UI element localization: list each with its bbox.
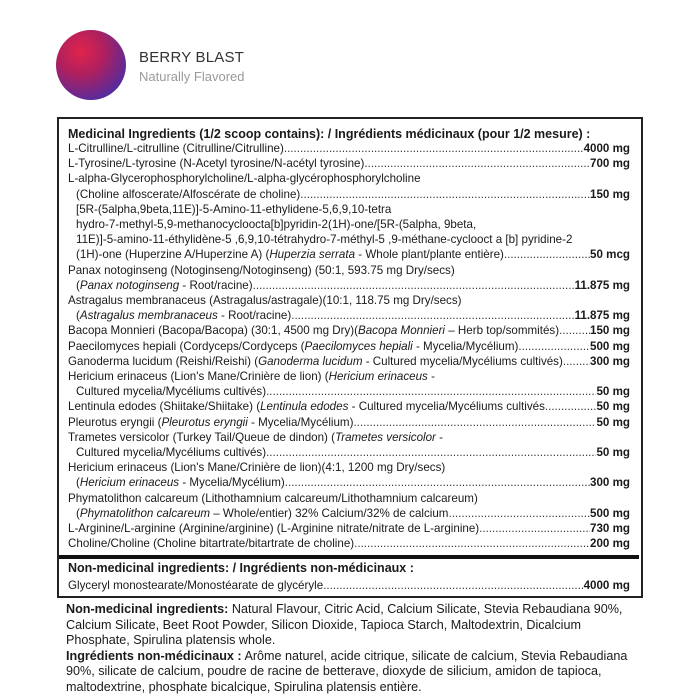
ingredient-row <box>68 323 630 338</box>
leader-dots <box>266 384 596 399</box>
ingredient-amount: 50 mg <box>596 385 630 399</box>
ingredient-row <box>68 399 630 414</box>
ingredient-row <box>68 263 630 278</box>
ingredient-row <box>68 308 630 323</box>
leader-dots <box>563 354 590 369</box>
ingredient-text: Trametes versicolor (Turkey Tail/Queue de dindon) (Trametes versicolor - <box>68 430 444 444</box>
ingredient-amount: 4000 mg <box>583 142 630 155</box>
footer-english-label: Non-medicinal ingredients: <box>66 602 229 616</box>
latin-name: Bacopa Monnieri <box>358 324 446 338</box>
ingredient-text: Bacopa Monnieri (Bacopa/Bacopa) (30:1, 4500 mg Dry)(Bacopa Monnieri – Herb top/sommités) <box>68 324 560 338</box>
ingredient-row <box>68 354 630 369</box>
latin-name: Hericium erinaceus <box>328 370 428 384</box>
footer-french-label: Ingrédients non-médicinaux : <box>66 648 242 663</box>
ingredient-row <box>68 293 630 308</box>
ingredients-panel <box>57 117 643 598</box>
medicinal-heading: Medicinal Ingredients (1/2 scoop contains): / Ingrédients médicinaux (pour 1/2 mesure) : <box>68 127 591 141</box>
ingredient-row <box>68 247 630 262</box>
ingredient-row <box>68 369 630 384</box>
non-medicinal-text: Glyceryl monostearate/Monostéarate de glycéryle <box>68 579 324 593</box>
ingredient-row <box>68 506 630 521</box>
ingredient-text: L-Citrulline/L-citrulline (Citrulline/Citrulline) <box>68 142 284 155</box>
flavor-name: BERRY BLAST <box>139 49 245 66</box>
ingredient-amount: 50 mg <box>596 446 630 460</box>
ingredient-text: 11E)]-5-amino-11-éthylidène-5 ,6,9,10-tétrahydro-7-méthyl-5 ,9-méthane-cyclooct a [b] pyridine-2 <box>76 233 573 247</box>
ingredient-text: Astragalus membranaceus (Astragalus/astragale)(10:1, 118.75 mg Dry/secs) <box>68 294 462 308</box>
ingredient-text: Ganoderma lucidum (Reishi/Reishi) (Ganoderma lucidum - Cultured mycelia/Mycéliums cultivés) <box>68 354 563 368</box>
footer-text <box>66 602 646 696</box>
latin-name: Ganoderma lucidum <box>258 354 363 368</box>
ingredient-text: hydro-7-methyl-5,9-methanocycloocta[b]pyridin-2(1H)-one/[5R-(5alpha, 9beta, <box>76 218 477 232</box>
ingredient-text: Cultured mycelia/Mycéliums cultivés) <box>76 446 267 460</box>
leader-dots <box>266 445 596 460</box>
ingredient-text: (Phymatolithon calcareum – Whole/entier) 32% Calcium/32% de calcium <box>76 506 449 520</box>
ingredient-amount: 200 mg <box>590 537 630 551</box>
ingredient-text: Phymatolithon calcareum (Lithothamnium calcareum/Lithothamnium calcareum) <box>68 491 478 505</box>
ingredient-text: Cultured mycelia/Mycéliums cultivés) <box>76 385 267 399</box>
leader-dots <box>545 399 597 414</box>
ingredient-text: [5R-(5alpha,9beta,11E)]-5-Amino-11-ethylidene-5,6,9,10-tetra <box>76 202 392 216</box>
ingredient-row <box>68 475 630 490</box>
footer-french-text: Arôme naturel, acide citrique, silicate de calcium, Stevia Rebaudiana 90%, silicate de calcium, poudre de racine de betterave, dioxyde de silicium, amidon de tapioca, maltodextrine, phosphate bicalcique, Spirulina platensis entière. <box>66 648 628 694</box>
leader-dots <box>284 141 584 156</box>
leader-dots <box>253 278 575 293</box>
ingredient-row <box>68 232 630 247</box>
ingredient-amount: 150 mg <box>590 324 630 338</box>
ingredient-amount: 500 mg <box>590 506 630 520</box>
ingredient-row <box>68 339 630 354</box>
leader-dots <box>291 308 574 323</box>
ingredient-row <box>68 491 630 506</box>
ingredient-text: Panax notoginseng (Notoginseng/Notoginseng) (50:1, 593.75 mg Dry/secs) <box>68 263 455 277</box>
ingredient-row <box>68 141 630 156</box>
latin-name: Pleurotus eryngii <box>161 415 248 429</box>
leader-dots <box>354 536 590 551</box>
leader-dots <box>559 323 590 338</box>
ingredient-text: (Panax notoginseng - Root/racine) <box>76 278 253 292</box>
ingredient-amount: 700 mg <box>590 157 630 171</box>
ingredient-text: Choline/Choline (Choline bitartrate/bitartrate de choline) <box>68 537 355 551</box>
section-divider <box>59 555 639 559</box>
ingredient-amount: 150 mg <box>590 187 630 201</box>
ingredient-row <box>68 521 630 536</box>
latin-name: Lentinula edodes <box>260 400 349 414</box>
ingredient-text: L-Tyrosine/L-tyrosine (N-Acetyl tyrosine/N-acétyl tyrosine) <box>68 157 365 171</box>
ingredient-row <box>68 430 630 445</box>
latin-name: Trametes versicolor <box>334 430 436 444</box>
ingredient-amount: 11.875 mg <box>574 278 630 292</box>
leader-dots <box>518 339 590 354</box>
leader-dots <box>448 506 590 521</box>
ingredient-text: (Astragalus membranaceus - Root/racine) <box>76 309 292 323</box>
ingredient-amount: 50 mcg <box>590 248 630 262</box>
ingredient-amount: 300 mg <box>590 476 630 490</box>
footer-english <box>66 602 646 649</box>
leader-dots <box>364 156 590 171</box>
latin-name: Huperzia serrata <box>269 248 356 262</box>
ingredient-row <box>68 171 630 186</box>
latin-name: Astragalus membranaceus <box>79 309 218 323</box>
latin-name: Phymatolithon calcareum <box>79 506 211 520</box>
non-medicinal-amount: 4000 mg <box>583 579 630 593</box>
ingredient-row <box>68 217 630 232</box>
ingredient-text: (Hericium erinaceus - Mycelia/Mycélium) <box>76 476 285 490</box>
flavor-color-swatch <box>56 30 126 100</box>
ingredient-row <box>68 156 630 171</box>
latin-name: Hericium erinaceus <box>79 476 180 490</box>
ingredient-amount: 300 mg <box>590 354 630 368</box>
ingredient-row <box>68 278 630 293</box>
medicinal-list <box>68 141 630 551</box>
latin-name: Paecilomyces hepiali <box>304 339 413 353</box>
leader-dots <box>479 521 590 536</box>
non-medicinal-row <box>68 578 630 593</box>
ingredient-text: Lentinula edodes (Shiitake/Shiitake) (Lentinula edodes - Cultured mycelia/Mycéliums cultivés <box>68 400 545 414</box>
ingredient-row <box>68 415 630 430</box>
non-medicinal-heading: Non-medicinal ingredients: / Ingrédients non-médicinaux : <box>68 561 414 576</box>
ingredient-row <box>68 460 630 475</box>
ingredient-row <box>68 384 630 399</box>
ingredient-row <box>68 445 630 460</box>
ingredient-amount: 11.875 mg <box>574 309 630 323</box>
ingredient-text: L-Arginine/L-arginine (Arginine/arginine) (L-Arginine nitrate/nitrate de L-arginine) <box>68 522 480 536</box>
ingredient-text: Hericium erinaceus (Lion's Mane/Crinière de lion)(4:1, 1200 mg Dry/secs) <box>68 461 446 475</box>
ingredient-row <box>68 187 630 202</box>
leader-dots <box>285 475 590 490</box>
footer-divider <box>57 596 643 598</box>
flavor-header <box>139 49 245 84</box>
ingredient-text: (1H)-one (Huperzine A/Huperzine A) (Huperzia serrata - Whole plant/plante entière) <box>76 248 504 262</box>
ingredient-text: Paecilomyces hepiali (Cordyceps/Cordyceps (Paecilomyces hepiali - Mycelia/Mycélium) <box>68 339 519 353</box>
leader-dots <box>353 415 596 430</box>
footer-french <box>66 649 646 696</box>
ingredient-amount: 730 mg <box>590 522 630 536</box>
ingredient-text: Pleurotus eryngii (Pleurotus eryngii - Mycelia/Mycélium) <box>68 415 354 429</box>
footer-english-text: Natural Flavour, Citric Acid, Calcium Silicate, Stevia Rebaudiana 90%, Calcium Silicate, Beet Root Powder, Silicon Dioxide, Tapioca Starch, Maltodextrin, Dicalcium Phosphate, Spirulina platensis whole. <box>66 602 623 648</box>
latin-name: Panax notoginseng <box>79 278 180 292</box>
flavor-subtitle: Naturally Flavored <box>139 69 245 84</box>
leader-dots <box>323 578 583 593</box>
leader-dots <box>504 247 590 262</box>
ingredient-text: (Choline alfoscerate/Alfoscérate de choline) <box>76 187 301 201</box>
ingredient-amount: 500 mg <box>590 339 630 353</box>
ingredient-amount: 50 mg <box>596 400 630 414</box>
ingredient-text: L-alpha-Glycerophosphorylcholine/L-alpha-glycérophosphorylcholine <box>68 172 421 186</box>
leader-dots <box>300 187 590 202</box>
ingredient-amount: 50 mg <box>596 415 630 429</box>
ingredient-text: Hericium erinaceus (Lion's Mane/Crinière de lion) (Hericium erinaceus - <box>68 370 435 384</box>
ingredient-row <box>68 536 630 551</box>
ingredient-row <box>68 202 630 217</box>
